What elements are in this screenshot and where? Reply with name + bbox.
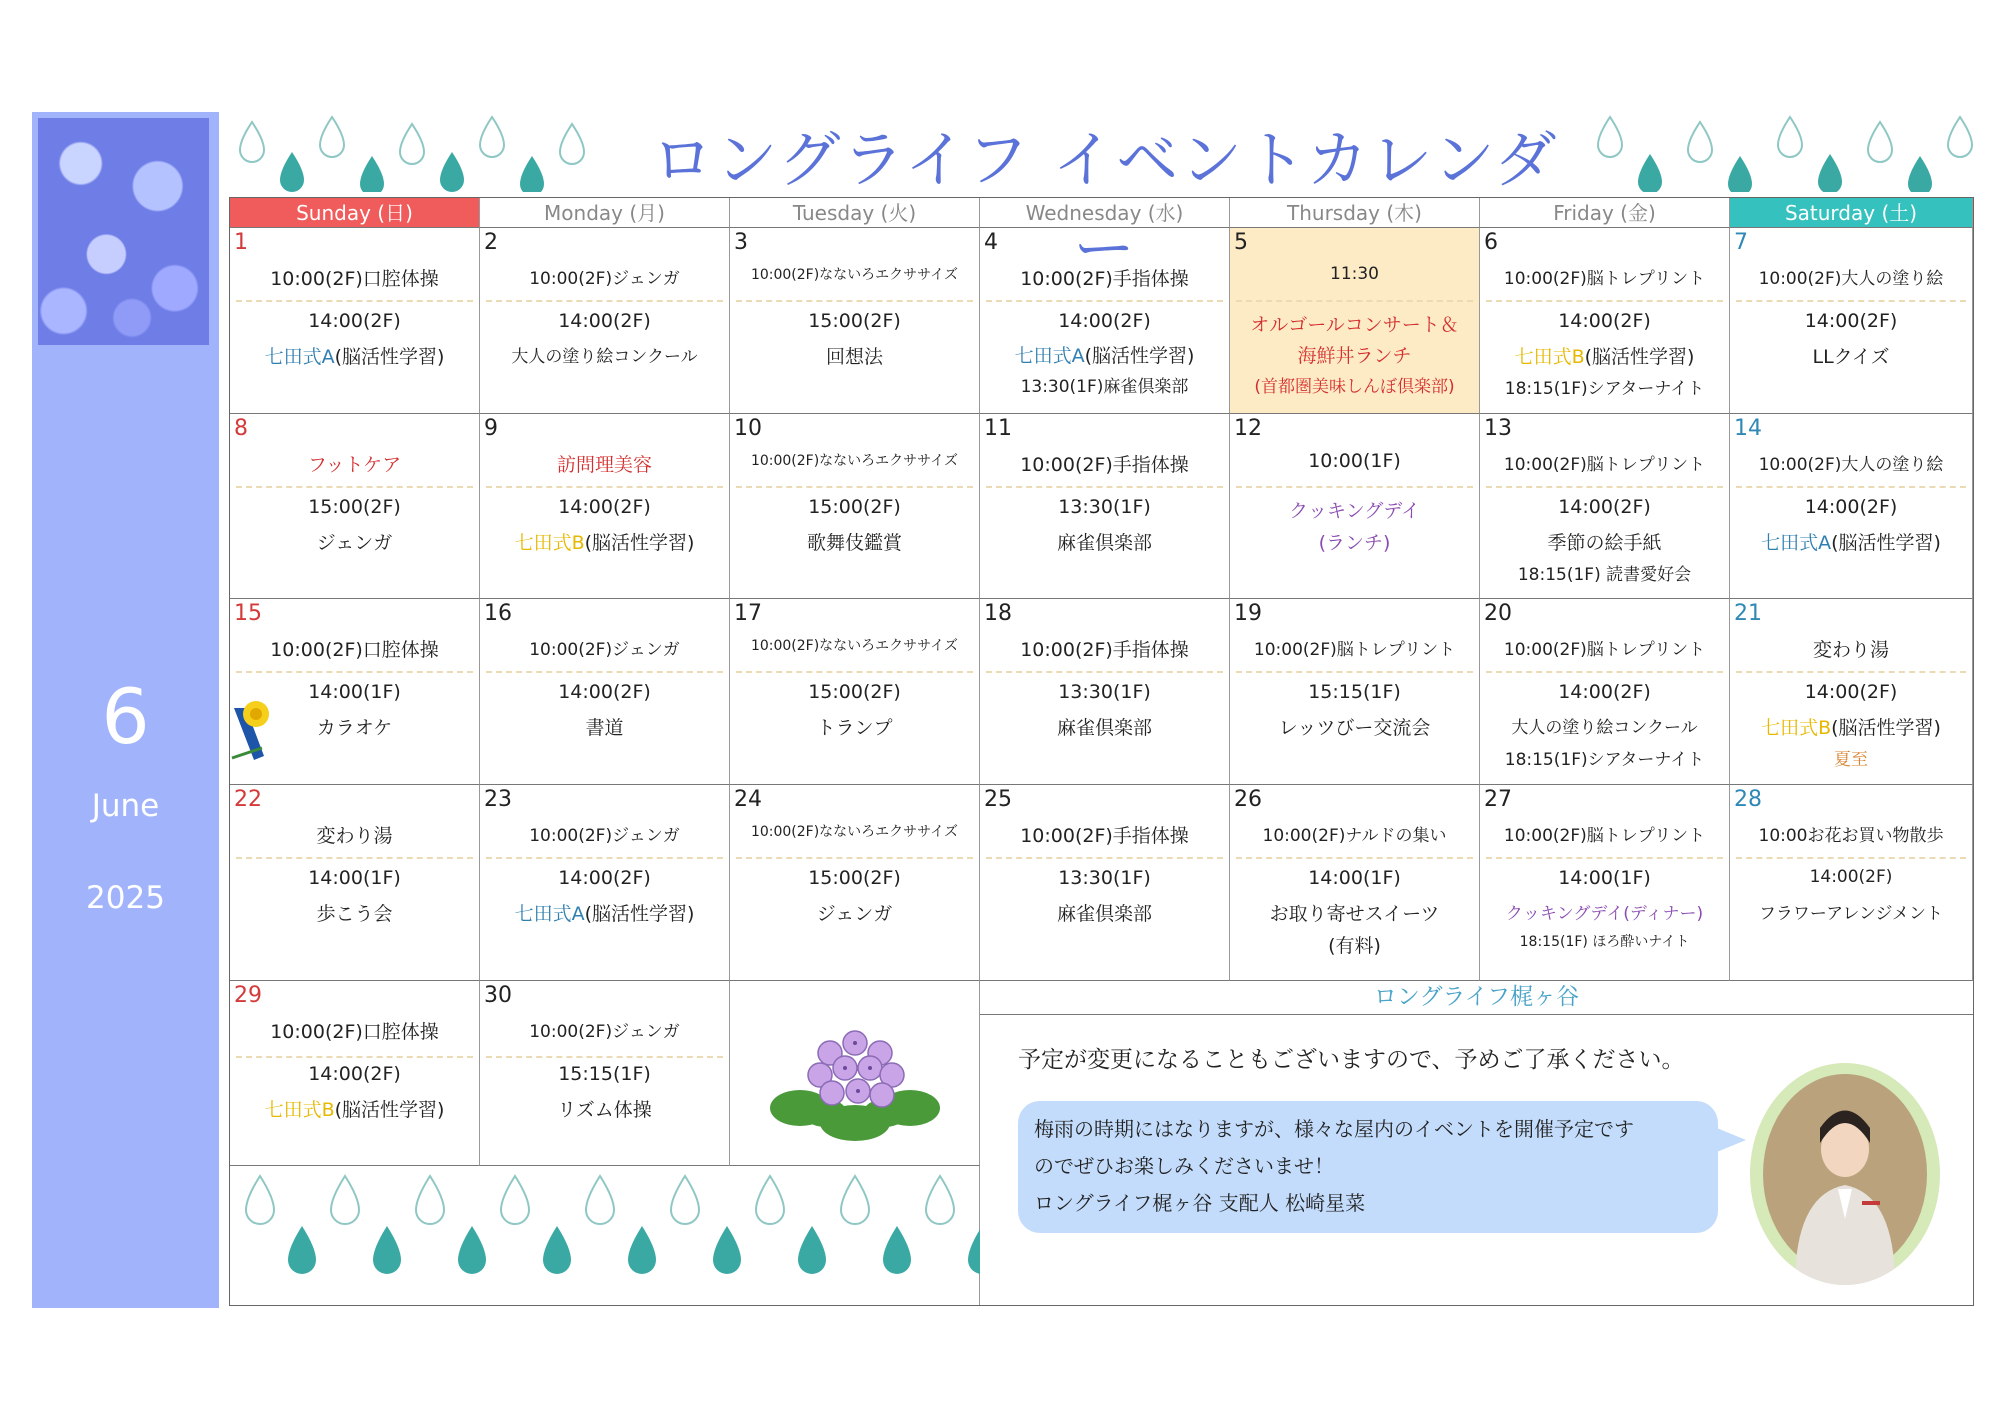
course-name: 七田式A [514, 903, 585, 925]
course-name: 七田式A [1014, 345, 1085, 367]
event-line: 10:00(2F)手指体操 [1020, 825, 1189, 847]
day-number: 21 [1734, 601, 1762, 626]
event-line: (首都圏美味しんぼ倶楽部) [1254, 377, 1455, 397]
day-cell [1480, 785, 1730, 981]
course-detail: (脳活性学習) [334, 1099, 445, 1121]
event-line: フットケア [307, 454, 402, 476]
event-line: 14:00(2F) [1804, 681, 1898, 703]
manager-portrait-icon [1750, 1063, 1940, 1285]
dashed-separator [236, 671, 473, 673]
day-cell [480, 414, 730, 599]
event-line: お取り寄せスイーツ [1269, 903, 1440, 925]
day-number: 19 [1234, 601, 1262, 626]
day-cell [1230, 599, 1480, 785]
event-line: 13:30(1F) [1058, 867, 1151, 889]
dashed-separator [1486, 671, 1723, 673]
day-cell [1480, 228, 1730, 414]
day-cell [730, 414, 980, 599]
event-line: 14:00(2F) [558, 867, 651, 889]
dashed-separator [986, 300, 1223, 302]
event-line: 麻雀倶楽部 [1056, 532, 1152, 554]
event-line: 15:15(1F) [1308, 681, 1401, 703]
day-number: 18 [984, 601, 1012, 626]
event-line: 15:15(1F) [558, 1063, 651, 1085]
dashed-separator [1486, 857, 1723, 859]
event-line: 10:00(2F)口腔体操 [270, 268, 439, 290]
year: 2025 [86, 880, 165, 916]
dashed-separator [986, 671, 1223, 673]
event-line: トランプ [816, 717, 893, 739]
event-line: 14:00(2F) [308, 310, 401, 332]
course-name: 七田式A [1761, 532, 1832, 554]
event-line [480, 528, 729, 555]
raindrop-pattern-icon [230, 1166, 980, 1305]
day-header: Sunday (日) [230, 198, 480, 228]
course-name: 七田式A [264, 346, 335, 368]
course-detail: (脳活性学習) [1831, 717, 1941, 739]
event-line: 10:00(2F)脳トレプリント [1503, 826, 1706, 846]
day-cell [1730, 228, 1973, 414]
bubble-text: 梅雨の時期にはなりますが、様々な屋内のイベントを開催予定です [1034, 1117, 1634, 1141]
event-line: オルゴールコンサート＆ [1250, 314, 1459, 336]
day-cell-empty [730, 981, 980, 1166]
event-line: クッキングデイ [1288, 500, 1421, 522]
event-line: 歌舞伎鑑賞 [806, 532, 902, 554]
dashed-separator [736, 486, 973, 488]
bubble-text: ロングライフ梶ヶ谷 支配人 松崎星菜 [1034, 1191, 1366, 1215]
event-line: 10:00(2F)ナルドの集い [1262, 826, 1447, 846]
event-line: 書道 [585, 717, 624, 739]
day-cell [1230, 414, 1480, 599]
day-number: 27 [1484, 787, 1512, 812]
event-line: 10:00(2F)ジェンガ [529, 1022, 680, 1042]
day-header: Thursday (木) [1230, 198, 1480, 228]
hydrangea-photo [38, 118, 209, 345]
day-header: Saturday (土) [1730, 198, 1973, 228]
day-cell [480, 228, 730, 414]
day-cell [1730, 414, 1973, 599]
event-line: 11:30 [1330, 264, 1379, 284]
dashed-separator [986, 486, 1223, 488]
month-number: 6 [101, 672, 150, 761]
event-line: 大人の塗り絵コンクール [1511, 718, 1698, 738]
day-number: 24 [734, 787, 762, 812]
day-header: Monday (月) [480, 198, 730, 228]
day-cell [1730, 785, 1973, 981]
event-line: 13:30(1F) [1058, 681, 1151, 703]
event-line: 14:00(1F) [308, 681, 401, 703]
event-line: 10:00(2F)大人の塗り絵 [1758, 455, 1944, 475]
day-cell [1480, 599, 1730, 785]
bubble-tail [1712, 1126, 1746, 1154]
day-number: 12 [1234, 416, 1262, 441]
dashed-separator [1736, 857, 1966, 859]
day-number: 5 [1234, 230, 1248, 255]
day-header: Wednesday (水) [980, 198, 1230, 228]
day-number: 16 [484, 601, 512, 626]
dashed-separator [1736, 300, 1966, 302]
day-number: 15 [234, 601, 262, 626]
day-number: 25 [984, 787, 1012, 812]
event-line: 14:00(2F) [558, 496, 651, 518]
dashed-separator [1736, 671, 1966, 673]
day-number: 9 [484, 416, 498, 441]
facility-name: ロングライフ梶ヶ谷 [980, 981, 1973, 1015]
day-cell [730, 599, 980, 785]
day-header: Tuesday (火) [730, 198, 980, 228]
dashed-separator [1236, 671, 1473, 673]
course-name: 七田式B [1514, 346, 1585, 368]
event-line: 10:00(2F)大人の塗り絵 [1758, 269, 1944, 289]
day-cell [980, 228, 1230, 414]
day-number: 11 [984, 416, 1012, 441]
day-number: 3 [734, 230, 748, 255]
yellow-rose-icon [222, 698, 282, 777]
event-line: 夏至 [1834, 750, 1868, 770]
day-number: 22 [234, 787, 262, 812]
event-line: 麻雀倶楽部 [1056, 903, 1152, 925]
dashed-separator [486, 486, 723, 488]
dashed-separator [1736, 486, 1966, 488]
event-line: 15:00(2F) [808, 496, 901, 518]
event-line: (有料) [1328, 935, 1381, 957]
day-number: 29 [234, 983, 262, 1008]
event-line [980, 341, 1229, 368]
day-number: 7 [1734, 230, 1748, 255]
event-line: 海鮮丼ランチ [1297, 345, 1412, 367]
day-number: 4 [984, 230, 998, 255]
day-cell [480, 981, 730, 1166]
dashed-separator [486, 671, 723, 673]
dashed-separator [236, 857, 473, 859]
course-detail: (脳活性学習) [584, 903, 695, 925]
dashed-separator [1236, 857, 1473, 859]
event-line: レッツびー交流会 [1278, 717, 1431, 739]
day-number: 8 [234, 416, 248, 441]
event-line: 15:00(2F) [808, 681, 901, 703]
day-number: 26 [1234, 787, 1262, 812]
event-line: 15:00(2F) [808, 867, 901, 889]
event-line: 大人の塗り絵コンクール [511, 347, 698, 367]
day-cell [230, 228, 480, 414]
day-cell [1230, 785, 1480, 981]
event-line: 18:15(1F)シアターナイト [1504, 379, 1705, 399]
day-cell [230, 414, 480, 599]
dashed-separator [486, 300, 723, 302]
page-title: ロングライフ イベントカレンダー [651, 123, 1559, 285]
event-line: 14:00(1F) [308, 867, 401, 889]
day-number: 10 [734, 416, 762, 441]
day-number: 17 [734, 601, 762, 626]
event-line: 13:30(1F) [1058, 496, 1151, 518]
day-cell [1230, 228, 1480, 414]
day-number: 6 [1484, 230, 1498, 255]
event-line [1730, 528, 1972, 555]
dashed-separator [986, 857, 1223, 859]
raindrop-decoration-left-icon [222, 112, 612, 192]
month-name: June [91, 788, 160, 824]
event-line: 15:00(2F) [808, 310, 901, 332]
day-number: 28 [1734, 787, 1762, 812]
event-line: 10:00(2F)ジェンガ [529, 269, 680, 289]
event-line: (ランチ) [1318, 532, 1391, 554]
day-cell [480, 785, 730, 981]
event-line: 14:00(2F) [308, 1063, 401, 1085]
day-number: 30 [484, 983, 512, 1008]
dashed-separator [236, 300, 473, 302]
event-line: 10:00(2F)脳トレプリント [1503, 269, 1706, 289]
day-number: 2 [484, 230, 498, 255]
event-line: 回想法 [825, 346, 883, 368]
event-line: 14:00(1F) [1308, 867, 1401, 889]
event-line: 10:00(2F)口腔体操 [270, 1021, 439, 1043]
day-cell [230, 785, 480, 981]
event-line: 10:00(2F)脳トレプリント [1503, 640, 1706, 660]
day-cell [480, 599, 730, 785]
event-line: 10:00(2F)脳トレプリント [1253, 640, 1456, 660]
dashed-separator [1236, 486, 1473, 488]
event-line: 14:00(2F) [558, 681, 651, 703]
event-line: 18:15(1F)シアターナイト [1504, 750, 1705, 770]
event-line: 変わり湯 [316, 825, 393, 847]
dashed-separator [736, 671, 973, 673]
course-name: 七田式B [1761, 717, 1832, 739]
event-line: 18:15(1F) 読書愛好会 [1517, 565, 1692, 585]
event-line: 14:00(2F) [1558, 310, 1651, 332]
event-line: 10:00(2F)ジェンガ [529, 826, 680, 846]
day-cell [980, 785, 1230, 981]
dashed-separator [1236, 300, 1473, 302]
dashed-separator [486, 1056, 723, 1058]
event-calendar [229, 197, 1974, 1306]
event-line: 18:15(1F) ほろ酔いナイト [1519, 934, 1690, 950]
day-cell [730, 785, 980, 981]
event-line: 10:00(2F)ジェンガ [529, 640, 680, 660]
day-cell [1730, 599, 1973, 785]
day-cell [980, 414, 1230, 599]
dashed-separator [486, 857, 723, 859]
event-line [1480, 342, 1729, 369]
day-header: Friday (金) [1480, 198, 1730, 228]
day-number: 20 [1484, 601, 1512, 626]
event-line: 14:00(2F) [1804, 310, 1898, 332]
event-line: ジェンガ [816, 903, 893, 925]
event-line: 10:00(2F)手指体操 [1020, 454, 1189, 476]
event-line: 14:00(2F) [558, 310, 651, 332]
event-line: 10:00(1F) [1308, 450, 1401, 472]
day-cell [730, 228, 980, 414]
event-line: フラワーアレンジメント [1758, 904, 1944, 924]
event-line: ジェンガ [316, 532, 393, 554]
event-line: 14:00(2F) [1058, 310, 1151, 332]
event-line: 14:00(1F) [1558, 867, 1651, 889]
event-line: 10:00(2F)手指体操 [1020, 639, 1189, 661]
event-line: 10:00(2F)手指体操 [1020, 268, 1189, 290]
event-line: 麻雀倶楽部 [1056, 717, 1152, 739]
event-line: 10:00(2F)なないろエクササイズ [750, 267, 959, 283]
event-line: 10:00(2F)なないろエクササイズ [750, 453, 959, 469]
raindrop-pattern-area [230, 1166, 980, 1305]
course-detail: (脳活性学習) [584, 532, 695, 554]
event-line: 歩こう会 [316, 903, 393, 925]
day-cell [980, 599, 1230, 785]
event-line [230, 1095, 479, 1122]
speech-bubble [1018, 1101, 1718, 1233]
event-line [1730, 713, 1972, 740]
day-number: 1 [234, 230, 248, 255]
raindrop-decoration-right-icon [1590, 112, 1980, 192]
dashed-separator [236, 1056, 473, 1058]
event-line: 訪問理美容 [556, 454, 652, 476]
event-line: 14:00(2F) [1804, 496, 1898, 518]
manager-portrait [1750, 1063, 1940, 1285]
event-line: 変わり湯 [1812, 639, 1889, 661]
dashed-separator [736, 300, 973, 302]
event-line: クッキングデイ(ディナー) [1505, 904, 1704, 924]
day-number: 14 [1734, 416, 1762, 441]
dashed-separator [1486, 300, 1723, 302]
dashed-separator [236, 486, 473, 488]
event-line: 15:00(2F) [308, 496, 401, 518]
event-line: 10:00(2F)なないろエクササイズ [750, 824, 959, 840]
course-detail: (脳活性学習) [1831, 532, 1941, 554]
course-detail: (脳活性学習) [1584, 346, 1695, 368]
event-line: カラオケ [316, 717, 393, 739]
event-line: 13:30(1F)麻雀倶楽部 [1020, 377, 1189, 397]
side-panel [32, 112, 219, 1308]
course-name: 七田式B [264, 1099, 335, 1121]
dashed-separator [1486, 486, 1723, 488]
event-line: 10:00(2F)なないろエクササイズ [750, 638, 959, 654]
day-cell [230, 981, 480, 1166]
day-cell [1480, 414, 1730, 599]
notice-area [980, 981, 1973, 1305]
dashed-separator [736, 857, 973, 859]
event-line: 季節の絵手紙 [1547, 532, 1662, 554]
event-line [480, 899, 729, 926]
event-line: LLクイズ [1812, 346, 1890, 368]
course-name: 七田式B [514, 532, 585, 554]
notice-text: 予定が変更になることもございますので、予めご了承ください。 [1018, 1047, 1685, 1073]
bubble-text: のでぜひお楽しみくださいませ！ [1034, 1154, 1334, 1178]
event-line [230, 342, 479, 369]
hydrangea-icon [770, 1013, 940, 1143]
day-number: 13 [1484, 416, 1512, 441]
event-line: 14:00(2F) [1809, 867, 1893, 887]
event-line: 14:00(2F) [1558, 496, 1651, 518]
course-detail: (脳活性学習) [1084, 345, 1195, 367]
day-number: 23 [484, 787, 512, 812]
event-line: 10:00(2F)脳トレプリント [1503, 455, 1706, 475]
course-detail: (脳活性学習) [334, 346, 445, 368]
event-line: 14:00(2F) [1558, 681, 1651, 703]
event-line: 10:00お花お買い物散歩 [1758, 826, 1944, 846]
event-line: リズム体操 [557, 1099, 652, 1121]
event-line: 10:00(2F)口腔体操 [270, 639, 439, 661]
